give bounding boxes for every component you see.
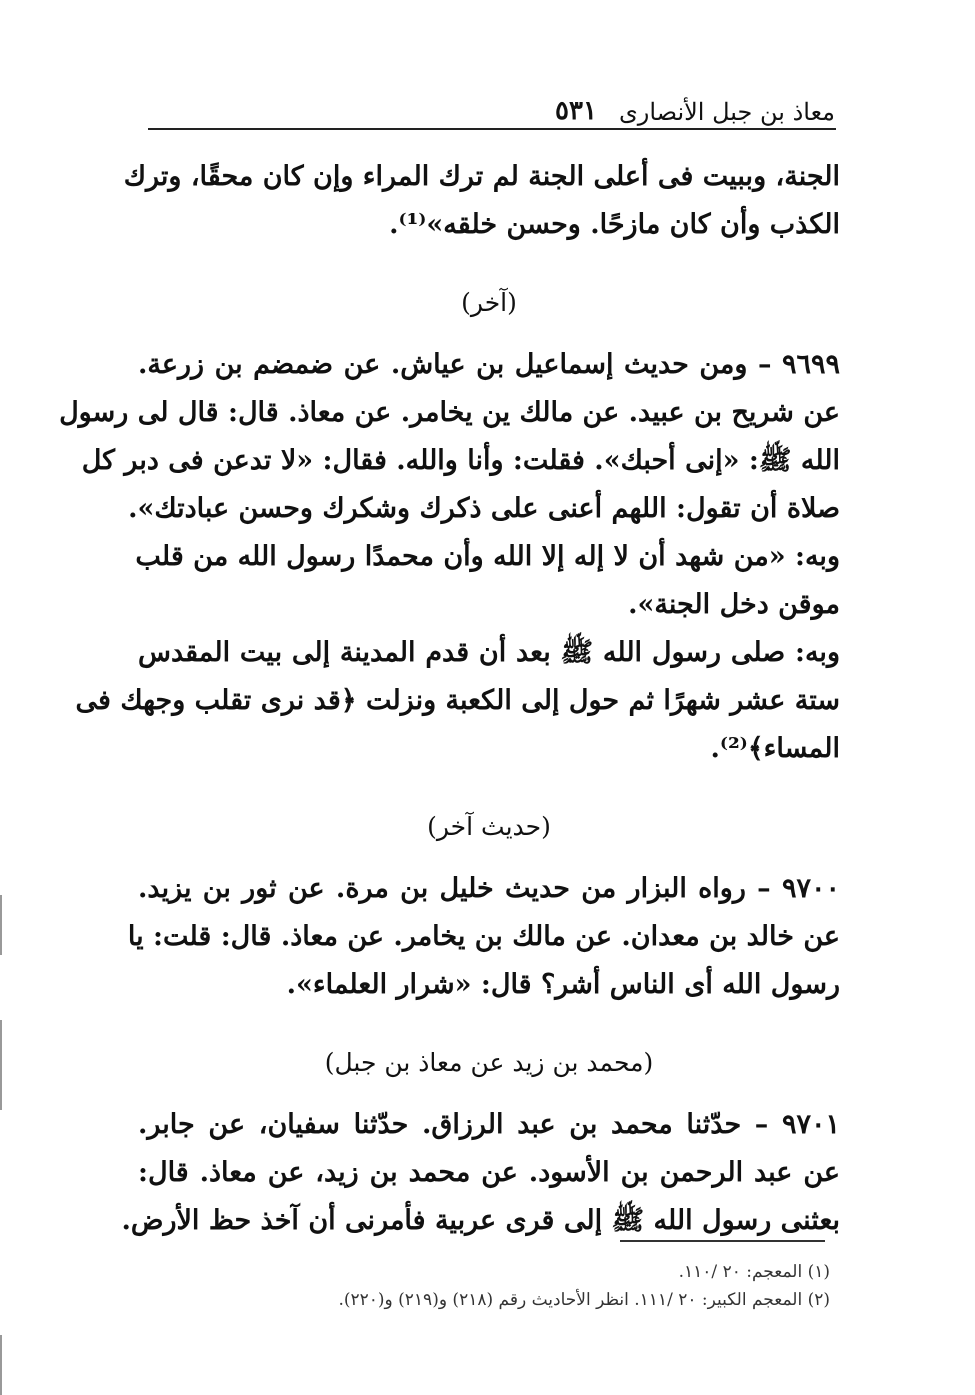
footnote: (٢) المعجم الكبير: ٢٠ /١١١. انظر الأحاديث رقم (٢١٨) و(٢١٩) و(٢٢٠). — [338, 1290, 830, 1310]
header-rule — [148, 128, 836, 130]
text-line: بعثنى رسول الله ﷺ إلى قرى عربية فأمرنى أن آخذ حظ الأرض. — [121, 1205, 840, 1236]
text-line: وبه: صلى رسول الله ﷺ بعد أن قدم المدينة إلى بيت المقدس — [138, 637, 840, 668]
text-line: عن خالد بن معدان. عن مالك بن يخامر. عن معاذ. قال: قلت: يا — [127, 921, 840, 952]
text-line: الله ﷺ: «إنى أحبك». فقلت: وأنا والله. فقال: «لا تدعن فى دبر كل — [81, 445, 840, 476]
text-line: موقن دخل الجنة». — [628, 589, 840, 620]
footnote: (١) المعجم: ٢٠ /١١٠. — [678, 1262, 830, 1282]
text-line: وبه: «من شهد أن لا إله إلا الله وأن محمدًا رسول الله من قلب — [135, 541, 840, 572]
main-text — [59, 158, 840, 1250]
text-line: رسول الله أى الناس أشر؟ قال: «شرار العلماء». — [286, 969, 840, 1000]
text-line: الكذب وأن كان مازحًا. وحسن خلقه»⁽¹⁾. — [389, 209, 840, 240]
section-heading: (حديث آخر) — [427, 812, 551, 841]
hadith-9701-line: ٩٧٠١ – حدّثنا محمد بن عبد الرزاق. حدّثنا سفيان، عن جابر. — [138, 1109, 840, 1140]
text-line: ستة عشر شهرًا ثم حول إلى الكعبة ونزلت ﴿قد نرى تقلب وجهك فى — [75, 685, 840, 716]
hadith-9700-line: ٩٧٠٠ – رواه البزار من حديث خليل بن مرة. عن ثور بن يزيد. — [138, 873, 840, 904]
section-heading: (آخر) — [461, 288, 517, 317]
chapter-title: معاذ بن جبل الأنصارى — [618, 98, 835, 126]
section-heading: (محمد بن زيد عن معاذ بن جبل) — [324, 1048, 654, 1077]
hadith-9699-line: ٩٦٩٩ – ومن حديث إسماعيل بن عياش. عن ضمضم بن زرعة. — [138, 349, 840, 380]
footnote-rule — [620, 1240, 825, 1242]
text-line: صلاة أن تقول: اللهم أعنى على ذكرك وشكرك وحسن عبادتك». — [128, 493, 840, 524]
scan-edge-mark — [0, 1020, 2, 1110]
text-line: الجنة، وببيت فى أعلى الجنة لم ترك المراء وإن كان محقًا، وترك — [123, 161, 840, 192]
scan-edge-mark — [0, 895, 2, 955]
scan-edge-mark — [0, 1335, 2, 1395]
text-line: عن شريح بن عبيد. عن مالك ين يخامر. عن معاذ. قال: قال لى رسول — [59, 397, 840, 428]
running-header — [150, 86, 835, 126]
text-line: المساء﴾⁽²⁾. — [710, 733, 840, 764]
footnotes — [100, 1258, 830, 1314]
page-number: ٥٣١ — [555, 96, 597, 126]
text-line: عن عبد الرحمن بن الأسود. عن محمد بن زيد، عن معاذ. قال: — [138, 1157, 840, 1188]
